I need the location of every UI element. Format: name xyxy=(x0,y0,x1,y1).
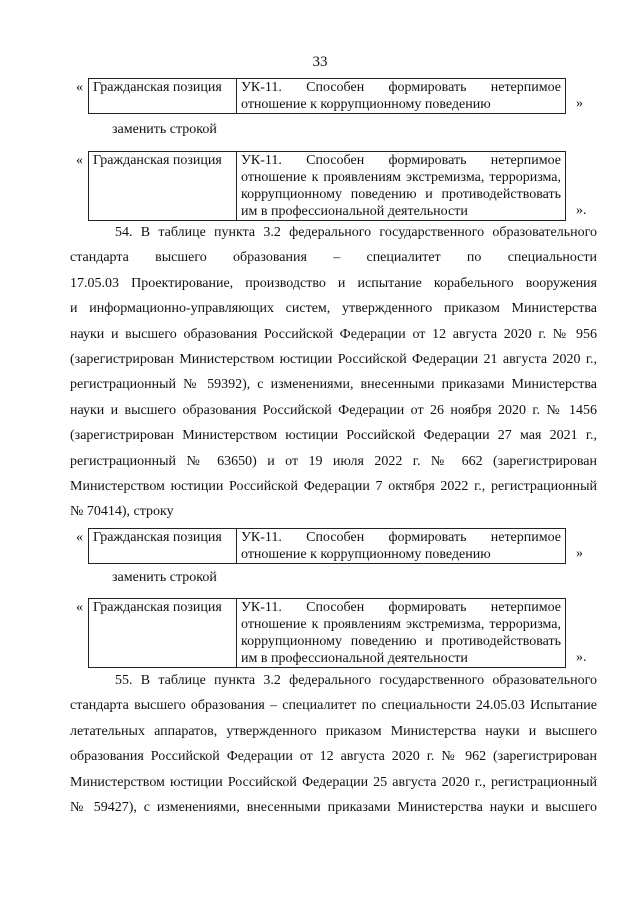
quote-open: « xyxy=(76,600,83,615)
text-line: 54. В таблице пункта 3.2 федерального государственного образовательного xyxy=(115,225,597,240)
new-row-col2 xyxy=(237,599,566,668)
old-row-table xyxy=(88,528,566,564)
replace-label: заменить строкой xyxy=(112,570,217,585)
new-row-col2 xyxy=(237,152,566,221)
quote-close-dot: ». xyxy=(576,650,587,665)
text-line: науки и высшего образования Российской Федерации от 26 ноября 2020 г. № 1456 xyxy=(70,402,597,418)
old-row-table xyxy=(88,78,566,114)
text-line: летательных аппаратов, утвержденного приказом Министерства науки и высшего xyxy=(70,723,597,739)
cell-line: им в профессиональной деятельности xyxy=(241,204,468,219)
cell-line: УК-11. Способен формировать нетерпимое xyxy=(241,530,561,545)
quote-open: « xyxy=(76,80,83,95)
cell-line: отношение к коррупционному поведению xyxy=(241,547,491,562)
text-line: науки и высшего образования Российской Федерации от 12 августа 2020 г. № 956 xyxy=(70,326,597,342)
cell-line: отношение к проявлениям экстремизма, терроризма, xyxy=(241,170,561,185)
cell-line: УК-11. Способен формировать нетерпимое xyxy=(241,80,561,95)
new-row-table xyxy=(88,151,566,221)
quote-open: « xyxy=(76,530,83,545)
text-line: Министерством юстиции Российской Федерации 25 августа 2020 г., регистрационный xyxy=(70,774,597,790)
new-row-col1: Гражданская позиция xyxy=(89,152,237,221)
quote-close: » xyxy=(576,546,583,561)
text-line: стандарта высшего образования – специалитет по специальности 24.05.03 Испытание xyxy=(70,698,597,714)
old-row-col1: Гражданская позиция xyxy=(89,79,237,114)
cell-line: УК-11. Способен формировать нетерпимое xyxy=(241,600,561,615)
text-line: № 70414), строку xyxy=(70,504,174,520)
old-row-col1: Гражданская позиция xyxy=(89,529,237,564)
text-line: регистрационный № 59392), с изменениями, внесенными приказами Министерства xyxy=(70,377,597,393)
cell-line: отношение к проявлениям экстремизма, терроризма, xyxy=(241,617,561,632)
text-line: регистрационный № 63650) и от 19 июля 2022 г. № 662 (зарегистрирован xyxy=(70,453,597,469)
old-row-col2 xyxy=(237,529,566,564)
quote-open: « xyxy=(76,153,83,168)
replace-label: заменить строкой xyxy=(112,122,217,137)
text-line: 17.05.03 Проектирование, производство и испытание корабельного вооружения xyxy=(70,275,597,291)
text-line: образования Российской Федерации от 12 августа 2020 г. № 962 (зарегистрирован xyxy=(70,749,597,765)
old-row-col2 xyxy=(237,79,566,114)
cell-line: УК-11. Способен формировать нетерпимое xyxy=(241,153,561,168)
text-line: (зарегистрирован Министерством юстиции Российской Федерации 21 августа 2020 г., xyxy=(70,352,597,368)
new-row-table xyxy=(88,598,566,668)
cell-line: им в профессиональной деятельности xyxy=(241,651,468,666)
quote-close: » xyxy=(576,96,583,111)
text-line: (зарегистрирован Министерством юстиции Российской Федерации 27 мая 2021 г., xyxy=(70,428,597,444)
new-row-col1: Гражданская позиция xyxy=(89,599,237,668)
cell-line: коррупционному поведению и противодействовать xyxy=(241,187,561,202)
cell-line: коррупционному поведению и противодействовать xyxy=(241,634,561,649)
text-line: 55. В таблице пункта 3.2 федерального государственного образовательного xyxy=(115,673,597,688)
text-line: и информационно-управляющих систем, утвержденного приказом Министерства xyxy=(70,301,597,317)
text-line: Министерством юстиции Российской Федерации 7 октября 2022 г., регистрационный xyxy=(70,479,597,495)
cell-line: отношение к коррупционному поведению xyxy=(241,97,491,112)
page-number: 33 xyxy=(312,54,328,70)
paragraph-55 xyxy=(70,668,597,820)
text-line: № 59427), с изменениями, внесенными приказами Министерства науки и высшего xyxy=(70,800,597,816)
quote-close-dot: ». xyxy=(576,203,587,218)
text-line: стандарта высшего образования – специалитет по специальности xyxy=(70,250,597,266)
paragraph-54 xyxy=(70,220,597,525)
